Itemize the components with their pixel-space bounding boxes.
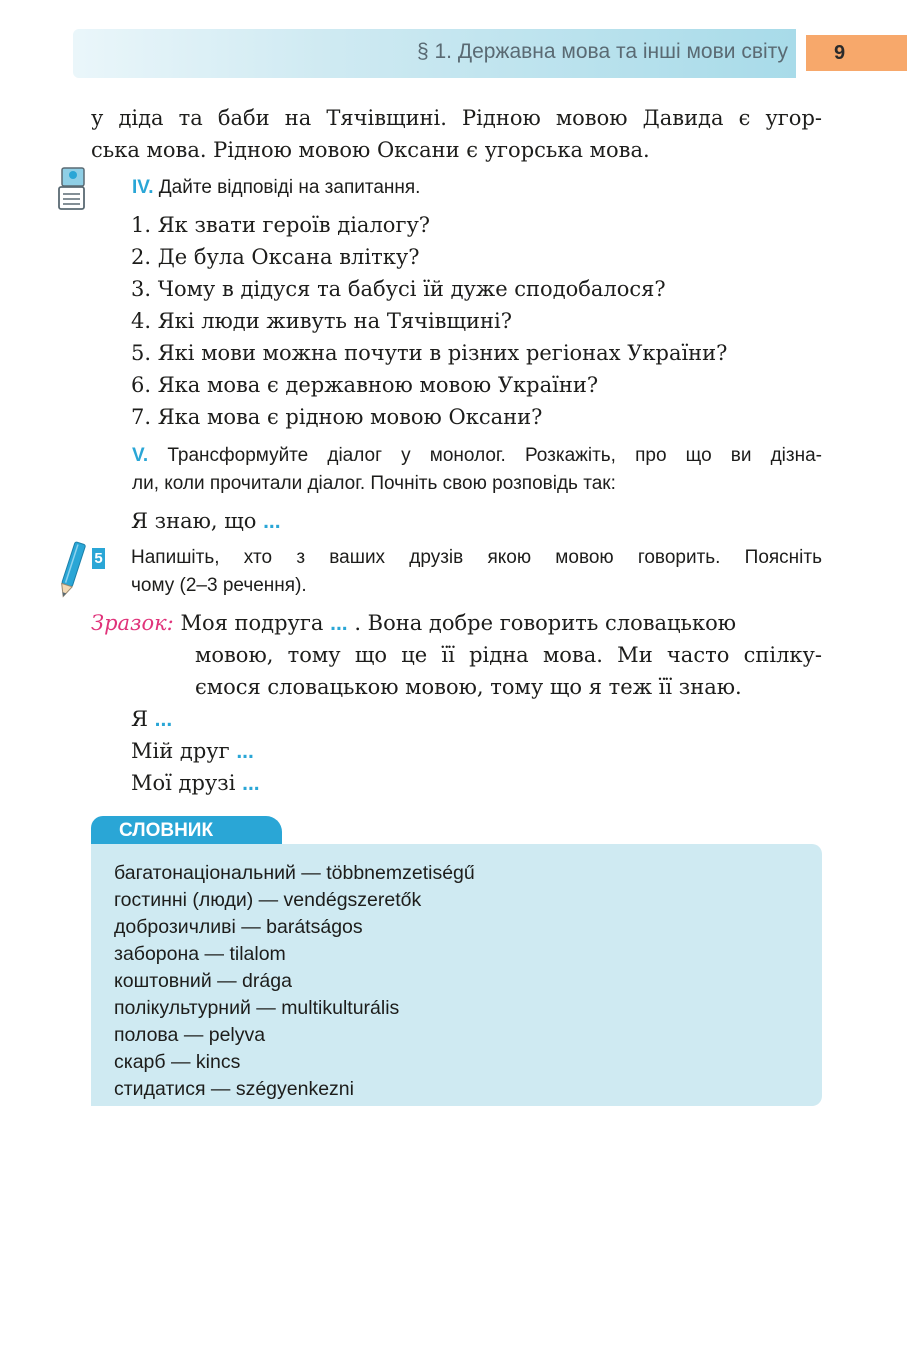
- intro-line-2: ська мова. Рідною мовою Оксани є угорська мова.: [91, 138, 650, 162]
- vocab-item: доброзичливі — barátságos: [114, 916, 363, 938]
- intro-line-1: у діда та баби на Тячівщині. Рідною мовою Давида є угор-: [91, 106, 822, 130]
- section-title: § 1. Державна мова та інші мови світу: [416, 40, 788, 63]
- vocab-item: багатонаціональний — többnemzetiségű: [114, 862, 475, 884]
- document-icon: [58, 167, 86, 211]
- vocab-item: скарб — kincs: [114, 1051, 241, 1073]
- task-v-line-1: [132, 445, 822, 467]
- prompt-2-text: Мій друг: [131, 739, 230, 763]
- vocab-item: стидатися — szégyenkezni: [114, 1078, 354, 1100]
- prompt-2-dots: ...: [236, 740, 254, 763]
- question-1: 1. Як звати героїв діалогу?: [131, 213, 431, 237]
- sample-line-3: ємося словацькою мовою, тому що я теж її знаю.: [195, 675, 742, 699]
- exercise-line-1: Напишіть, хто з ваших друзів якою мовою говорить. Поясніть: [131, 547, 822, 568]
- sample-label: Зразок:: [91, 611, 174, 635]
- prompt-1-text: Я: [131, 707, 148, 731]
- starter-dots: ...: [263, 510, 281, 533]
- sample-dots: ...: [330, 612, 348, 635]
- sample-text-1b: . Вона добре говорить словацькою: [354, 611, 737, 635]
- task-iv-heading: [132, 177, 420, 199]
- prompt-1-dots: ...: [154, 708, 173, 731]
- sample-line-2: мовою, тому що це її рідна мова. Ми часто спілку-: [195, 643, 822, 667]
- question-5: 5. Які мови можна почути в різних регіонах України?: [131, 341, 728, 365]
- task-iv-numeral: IV.: [132, 177, 154, 198]
- vocab-item: коштовний — drága: [114, 970, 292, 992]
- vocab-item: полікультурний — multikulturális: [114, 997, 400, 1019]
- question-4: 4. Які люди живуть на Тячівщині?: [131, 309, 512, 333]
- prompt-3: [131, 771, 260, 796]
- task-v-starter: [131, 509, 281, 534]
- task-v-line-2: ли, коли прочитали діалог. Почніть свою розповідь так:: [132, 473, 616, 494]
- vocabulary-title: СЛОВНИК: [119, 820, 214, 841]
- vocab-item: заборона — tilalom: [114, 943, 286, 965]
- question-6: 6. Яка мова є державною мовою України?: [131, 373, 599, 397]
- question-2: 2. Де була Оксана влітку?: [131, 245, 420, 269]
- prompt-1: [131, 707, 172, 732]
- prompt-3-dots: ...: [242, 772, 260, 795]
- page-number: 9: [806, 35, 907, 71]
- exercise-line-2: чому (2–3 речення).: [131, 575, 307, 596]
- vocab-item: полова — pelyva: [114, 1024, 266, 1046]
- sample-text-1a: Моя подруга: [180, 611, 324, 635]
- task-v-numeral: V.: [132, 445, 149, 466]
- exercise-number: 5: [92, 548, 105, 569]
- task-iv-text: Дайте відповіді на запитання.: [158, 177, 421, 198]
- prompt-2: [131, 739, 254, 764]
- question-7: 7. Яка мова є рідною мовою Оксани?: [131, 405, 543, 429]
- running-header: [73, 29, 796, 78]
- vocab-item: гостинні (люди) — vendégszeretők: [114, 889, 422, 911]
- sample-line-1: [91, 611, 822, 636]
- question-3: 3. Чому в дідуся та бабусі їй дуже сподобалося?: [131, 277, 666, 301]
- task-v-text-1: Трансформуйте діалог у монолог. Розкажіть, про що ви дізна-: [167, 445, 823, 466]
- prompt-3-text: Мої друзі: [131, 771, 236, 795]
- starter-text: Я знаю, що: [131, 509, 257, 533]
- pencil-icon: [56, 540, 88, 602]
- vocabulary-tab: [91, 816, 282, 846]
